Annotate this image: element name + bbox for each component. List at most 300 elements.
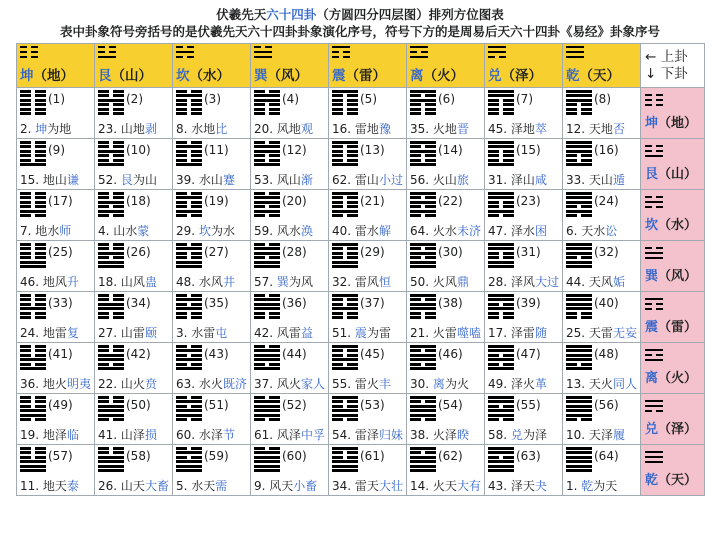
yang-line [98, 265, 124, 268]
trigram-icon [645, 343, 704, 367]
hexagram-cell [173, 241, 251, 292]
yang-line [98, 303, 124, 306]
hexagram-link[interactable]: 大壮 [378, 479, 403, 493]
trigram-element: （雷） [345, 68, 386, 84]
yin-line [254, 312, 280, 315]
hexagram-cell [485, 88, 563, 139]
yang-line [410, 265, 436, 268]
hexagram-top [176, 343, 250, 375]
hexagram-prefix: 天地 [588, 122, 613, 136]
hexagram-link[interactable]: 豫 [378, 122, 391, 136]
yin-line [98, 294, 124, 297]
yang-line [254, 414, 280, 417]
hexagram-caption [566, 222, 640, 239]
yin-line [98, 418, 124, 421]
hexagram-icon [176, 192, 202, 217]
hexagram-link[interactable]: 夬 [534, 479, 547, 493]
yin-line [488, 150, 514, 153]
trigram-link[interactable]: 乾 [566, 68, 580, 84]
yin-line [98, 103, 124, 106]
hexagram-link[interactable]: 复 [66, 326, 79, 340]
yang-line [20, 265, 46, 268]
hexagram-link[interactable]: 升 [66, 275, 79, 289]
hexagram-link[interactable]: 乾 [581, 479, 594, 493]
hexagram-link[interactable]: 井 [222, 275, 235, 289]
hexagram-caption [20, 477, 94, 494]
fuxi-number: (54) [438, 398, 463, 412]
hexagram-prefix: 山天 [120, 479, 145, 493]
zhouyi-number: 32. [332, 275, 352, 289]
hexagram-prefix: 风天 [269, 479, 294, 493]
fuxi-number: (24) [594, 194, 619, 208]
yin-line [645, 145, 663, 147]
zhouyi-number: 25. [566, 326, 586, 340]
hexagram-link[interactable]: 比 [215, 122, 228, 136]
hexagram-caption [332, 375, 406, 392]
yin-line [410, 256, 436, 259]
trigram-symbol [566, 46, 584, 58]
trigram-link[interactable]: 离 [645, 371, 659, 386]
yang-line [20, 210, 46, 213]
yang-line [410, 303, 436, 306]
hexagram-link[interactable]: 困 [534, 224, 547, 238]
yang-line [20, 409, 46, 412]
hexagram-link[interactable]: 家人 [300, 377, 325, 391]
trigram-element: （火） [423, 68, 464, 84]
hexagram-link[interactable]: 师 [59, 224, 72, 238]
hexagram-top [98, 190, 172, 222]
hexagram-top [488, 445, 562, 477]
hexagram-caption [488, 273, 562, 290]
yin-line [332, 363, 358, 366]
yang-line [488, 345, 514, 348]
hexagram-link[interactable]: 需 [215, 479, 228, 493]
yin-line [98, 46, 116, 48]
hexagram-link[interactable]: 蒙 [137, 224, 150, 238]
hexagram-icon [410, 90, 436, 115]
yang-line [488, 349, 514, 352]
trigram-link[interactable]: 离 [410, 68, 424, 84]
fuxi-number: (18) [126, 194, 151, 208]
hexagram-link[interactable]: 否 [612, 122, 625, 136]
yang-line [332, 447, 358, 450]
yang-line [488, 447, 514, 450]
yang-line [566, 400, 592, 403]
hexagram-link[interactable]: 震 [354, 326, 367, 340]
hexagram-link[interactable]: 大畜 [144, 479, 169, 493]
zhouyi-number: 4. [98, 224, 110, 238]
yin-line [176, 154, 202, 157]
hexagram-link[interactable]: 归妹 [378, 428, 403, 442]
yang-line [410, 409, 436, 412]
hexagram-link[interactable]: 小过 [378, 173, 403, 187]
hexagram-link[interactable]: 渐 [300, 173, 313, 187]
hexagram-link[interactable]: 巽 [276, 275, 289, 289]
fuxi-number: (28) [282, 245, 307, 259]
yin-line [410, 349, 436, 352]
hexagram-caption [566, 120, 640, 137]
fuxi-number: (38) [438, 296, 463, 310]
yang-line [488, 90, 514, 93]
zhouyi-number: 13. [566, 377, 586, 391]
yang-line [254, 51, 272, 53]
yin-line [332, 201, 358, 204]
yang-line [566, 396, 592, 399]
hexagram-top [410, 139, 484, 171]
hexagram-link[interactable]: 遁 [612, 173, 625, 187]
hexagram-link[interactable]: 无妄 [612, 326, 637, 340]
hexagram-top [332, 292, 406, 324]
hexagram-cell [251, 343, 329, 394]
hexagram-link[interactable]: 解 [378, 224, 391, 238]
yin-line [410, 196, 436, 199]
hexagram-caption [176, 273, 250, 290]
trigram-symbol [645, 349, 663, 361]
yin-line [98, 90, 124, 93]
trigram-link[interactable]: 震 [645, 320, 659, 335]
yin-line [254, 46, 272, 48]
yang-line [566, 294, 592, 297]
yin-line [20, 354, 46, 357]
hexagram-cell [407, 394, 485, 445]
trigram-symbol [645, 145, 663, 157]
yin-line [332, 303, 358, 306]
hexagram-icon [254, 294, 280, 319]
yin-line [176, 456, 202, 459]
fuxi-number: (45) [360, 347, 385, 361]
hexagram-link[interactable]: 履 [612, 428, 625, 442]
trigram-link[interactable]: 兑 [488, 68, 502, 84]
hexagram-link[interactable]: 观 [300, 122, 313, 136]
hexagram-prefix: 山水 [113, 224, 138, 238]
hexagram-icon [20, 141, 46, 166]
hexagram-link[interactable]: 贲 [144, 377, 157, 391]
yin-line [254, 112, 280, 115]
hexagram-caption [332, 273, 406, 290]
hexagram-prefix: 泽水 [510, 224, 535, 238]
hexagram-link[interactable]: 临 [66, 428, 79, 442]
hexagram-caption [488, 171, 562, 188]
hexagram-link[interactable]: 睽 [456, 428, 469, 442]
hexagram-link[interactable]: 涣 [300, 224, 313, 238]
trigram-link[interactable]: 乾 [645, 473, 659, 488]
zhouyi-number: 3. [176, 326, 188, 340]
hexagram-prefix: 天风 [588, 275, 613, 289]
yin-line [488, 112, 514, 115]
yin-line [20, 108, 46, 111]
hexagram-link[interactable]: 大过 [534, 275, 559, 289]
fuxi-number: (33) [48, 296, 73, 310]
zhouyi-number: 52. [98, 173, 118, 187]
hexagram-caption [566, 171, 640, 188]
yin-line [20, 94, 46, 97]
yin-line [410, 400, 436, 403]
hexagram-icon [98, 345, 124, 370]
yin-line [20, 201, 46, 204]
yin-line [176, 214, 202, 217]
hexagram-link[interactable]: 旅 [456, 173, 469, 187]
hexagram-link[interactable]: 丰 [378, 377, 391, 391]
lower-trigram-label: ↓ 下卦 [645, 65, 688, 82]
fuxi-number: (22) [438, 194, 463, 208]
trigram-link[interactable]: 震 [332, 68, 346, 84]
hexagram-caption [254, 426, 328, 443]
trigram-label [410, 68, 464, 84]
fuxi-number: (3) [204, 92, 221, 106]
hexagram-icon [98, 192, 124, 217]
zhouyi-number: 12. [566, 122, 586, 136]
yang-line [176, 465, 202, 468]
trigram-icon [645, 445, 704, 469]
trigram-link[interactable]: 巽 [254, 68, 268, 84]
hexagram-top [332, 88, 406, 120]
yin-line [488, 456, 514, 459]
yin-line [98, 316, 124, 319]
hexagram-top [332, 190, 406, 222]
zhouyi-number: 49. [488, 377, 508, 391]
trigram-link[interactable]: 坤 [20, 68, 34, 84]
trigram-element: （天） [579, 68, 620, 84]
hexagram-cell [563, 394, 641, 445]
trigram-icon [645, 88, 704, 112]
hexagram-link[interactable]: 讼 [605, 224, 618, 238]
hexagram-caption [176, 171, 250, 188]
yin-line [332, 56, 350, 58]
hexagram-cell [95, 292, 173, 343]
trigram-link[interactable]: 兑 [645, 422, 659, 437]
hexagram-link[interactable]: 坤 [35, 122, 48, 136]
hexagram-link[interactable]: 恒 [378, 275, 391, 289]
hexagram-link[interactable]: 屯 [215, 326, 228, 340]
hexagram-icon [410, 345, 436, 370]
hexagram-caption [98, 426, 172, 443]
hexagram-caption [98, 120, 172, 137]
trigram-link[interactable]: 坎 [645, 218, 659, 233]
zhouyi-number: 39. [176, 173, 196, 187]
yang-line [332, 163, 358, 166]
hexagram-top [98, 343, 172, 375]
yang-line [98, 252, 124, 255]
hexagram-link[interactable]: 未济 [456, 224, 481, 238]
yin-line [488, 303, 514, 306]
fuxi-number: (41) [48, 347, 73, 361]
yang-line [98, 261, 124, 264]
zhouyi-number: 63. [176, 377, 196, 391]
caption-title-link[interactable]: 六十四卦 [266, 7, 317, 22]
yang-line [566, 405, 592, 408]
yin-line [645, 104, 663, 106]
yin-line [645, 410, 663, 412]
trigram-symbol [645, 94, 663, 106]
yang-line [488, 51, 506, 53]
yang-line [254, 94, 280, 97]
zhouyi-number: 21. [410, 326, 430, 340]
zhouyi-number: 2. [20, 122, 32, 136]
hexagram-link[interactable]: 小畜 [293, 479, 318, 493]
trigram-link[interactable]: 坎 [176, 68, 190, 84]
hexagram-link[interactable]: 姤 [612, 275, 625, 289]
hexagram-link[interactable]: 噬嗑 [456, 326, 481, 340]
hexagram-top [566, 343, 640, 375]
hexagram-caption [254, 375, 328, 392]
yin-line [98, 141, 124, 144]
yin-line [332, 108, 358, 111]
hexagram-link[interactable]: 蹇 [222, 173, 235, 187]
hexagram-caption [410, 324, 484, 341]
yin-line [254, 192, 280, 195]
hexagram-link[interactable]: 大有 [456, 479, 481, 493]
hexagram-link[interactable]: 咸 [534, 173, 547, 187]
hexagram-prefix: 水山 [198, 173, 223, 187]
yang-line [254, 349, 280, 352]
yin-line [254, 103, 280, 106]
hexagram-icon [566, 396, 592, 421]
yang-line [488, 298, 514, 301]
yang-line [254, 196, 280, 199]
hexagram-link[interactable]: 同人 [612, 377, 637, 391]
yin-line [488, 159, 514, 162]
hexagram-link[interactable]: 萃 [534, 122, 547, 136]
hexagram-link[interactable]: 鼎 [456, 275, 469, 289]
yang-line [410, 243, 436, 246]
yang-line [98, 460, 124, 463]
hexagram-link[interactable]: 既济 [222, 377, 247, 391]
trigram-link[interactable]: 艮 [98, 68, 112, 84]
yin-line [20, 256, 46, 259]
hexagram-caption [410, 477, 484, 494]
hexagram-cell [563, 241, 641, 292]
hexagram-caption [176, 120, 250, 137]
yin-line [254, 108, 280, 111]
hexagram-icon [566, 345, 592, 370]
hexagram-caption [488, 324, 562, 341]
hexagram-link[interactable]: 坎 [198, 224, 211, 238]
hexagram-icon [20, 345, 46, 370]
hexagram-caption [20, 375, 94, 392]
hexagram-icon [488, 345, 514, 370]
hexagram-link[interactable]: 蛊 [144, 275, 157, 289]
hexagram-link[interactable]: 益 [300, 326, 313, 340]
hexagram-prefix: 雷泽 [354, 428, 379, 442]
yin-line [332, 159, 358, 162]
hexagram-link[interactable]: 颐 [144, 326, 157, 340]
yin-line [332, 94, 358, 97]
yang-line [254, 265, 280, 268]
hexagram-link[interactable]: 节 [222, 428, 235, 442]
hexagram-cell [95, 88, 173, 139]
yang-line [332, 460, 358, 463]
hexagram-caption [176, 426, 250, 443]
hexagram-prefix: 火地 [432, 122, 457, 136]
trigram-link[interactable]: 艮 [645, 167, 659, 182]
table-row [17, 139, 705, 190]
hexagram-cell [329, 88, 407, 139]
fuxi-number: (12) [282, 143, 307, 157]
hexagram-icon [566, 294, 592, 319]
yin-line [332, 400, 358, 403]
hexagram-top [410, 343, 484, 375]
yin-line [488, 363, 514, 366]
yang-line [488, 265, 514, 268]
yang-line [566, 265, 592, 268]
yang-line [645, 461, 663, 463]
trigram-element: （风） [658, 269, 698, 284]
yin-line [566, 418, 592, 421]
zhouyi-number: 11. [20, 479, 40, 493]
hexagram-prefix: 地水 [35, 224, 60, 238]
hexagram-prefix: 地雷 [42, 326, 67, 340]
yin-line [410, 298, 436, 301]
zhouyi-number: 44. [566, 275, 586, 289]
yin-line [20, 205, 46, 208]
yang-line [410, 469, 436, 472]
hexagram-link[interactable]: 晋 [456, 122, 469, 136]
hexagram-caption [566, 477, 640, 494]
hexagram-link[interactable]: 中孚 [300, 428, 325, 442]
hexagram-link[interactable]: 泰 [66, 479, 79, 493]
yin-line [332, 214, 358, 217]
zhouyi-number: 33. [566, 173, 586, 187]
hexagram-link[interactable]: 剥 [144, 122, 157, 136]
hexagram-link[interactable]: 离 [432, 377, 445, 391]
hexagram-suffix: 为雷 [366, 326, 391, 340]
hexagram-prefix: 天水 [581, 224, 606, 238]
fuxi-number: (16) [594, 143, 619, 157]
trigram-element: （天） [658, 473, 698, 488]
yin-line [488, 256, 514, 259]
hexagram-caption [410, 171, 484, 188]
hexagram-caption [410, 120, 484, 137]
trigram-label [254, 68, 308, 84]
hexagram-link[interactable]: 兑 [510, 428, 523, 442]
trigram-link[interactable]: 坤 [645, 116, 659, 131]
hexagram-caption [176, 477, 250, 494]
hexagram-link[interactable]: 随 [534, 326, 547, 340]
fuxi-number: (58) [126, 449, 151, 463]
zhouyi-number: 56. [410, 173, 430, 187]
yin-line [254, 418, 280, 421]
hexagram-caption [254, 273, 328, 290]
trigram-label [645, 473, 697, 488]
trigram-link[interactable]: 巽 [645, 269, 659, 284]
hexagram-prefix: 雷风 [354, 275, 379, 289]
yang-line [488, 163, 514, 166]
hexagram-icon [488, 294, 514, 319]
hexagram-top [410, 292, 484, 324]
yang-line [98, 465, 124, 468]
hexagram-link[interactable]: 损 [144, 428, 157, 442]
hexagram-link[interactable]: 革 [534, 377, 547, 391]
yin-line [20, 103, 46, 106]
hexagram-icon [98, 141, 124, 166]
yin-line [566, 312, 592, 315]
yang-line [254, 400, 280, 403]
fuxi-number: (10) [126, 143, 151, 157]
yang-line [254, 163, 280, 166]
yang-line [254, 252, 280, 255]
trigram-label [176, 68, 230, 84]
trigram-icon [98, 44, 172, 64]
yang-line [332, 414, 358, 417]
yin-line [410, 94, 436, 97]
hexagram-link[interactable]: 谦 [66, 173, 79, 187]
header-trigram-7 [563, 44, 641, 88]
yin-line [410, 51, 428, 53]
hexagram-link[interactable]: 艮 [120, 173, 133, 187]
hexagram-link[interactable]: 明夷 [66, 377, 91, 391]
hexagram-prefix: 雷水 [354, 224, 379, 238]
fuxi-number: (5) [360, 92, 377, 106]
